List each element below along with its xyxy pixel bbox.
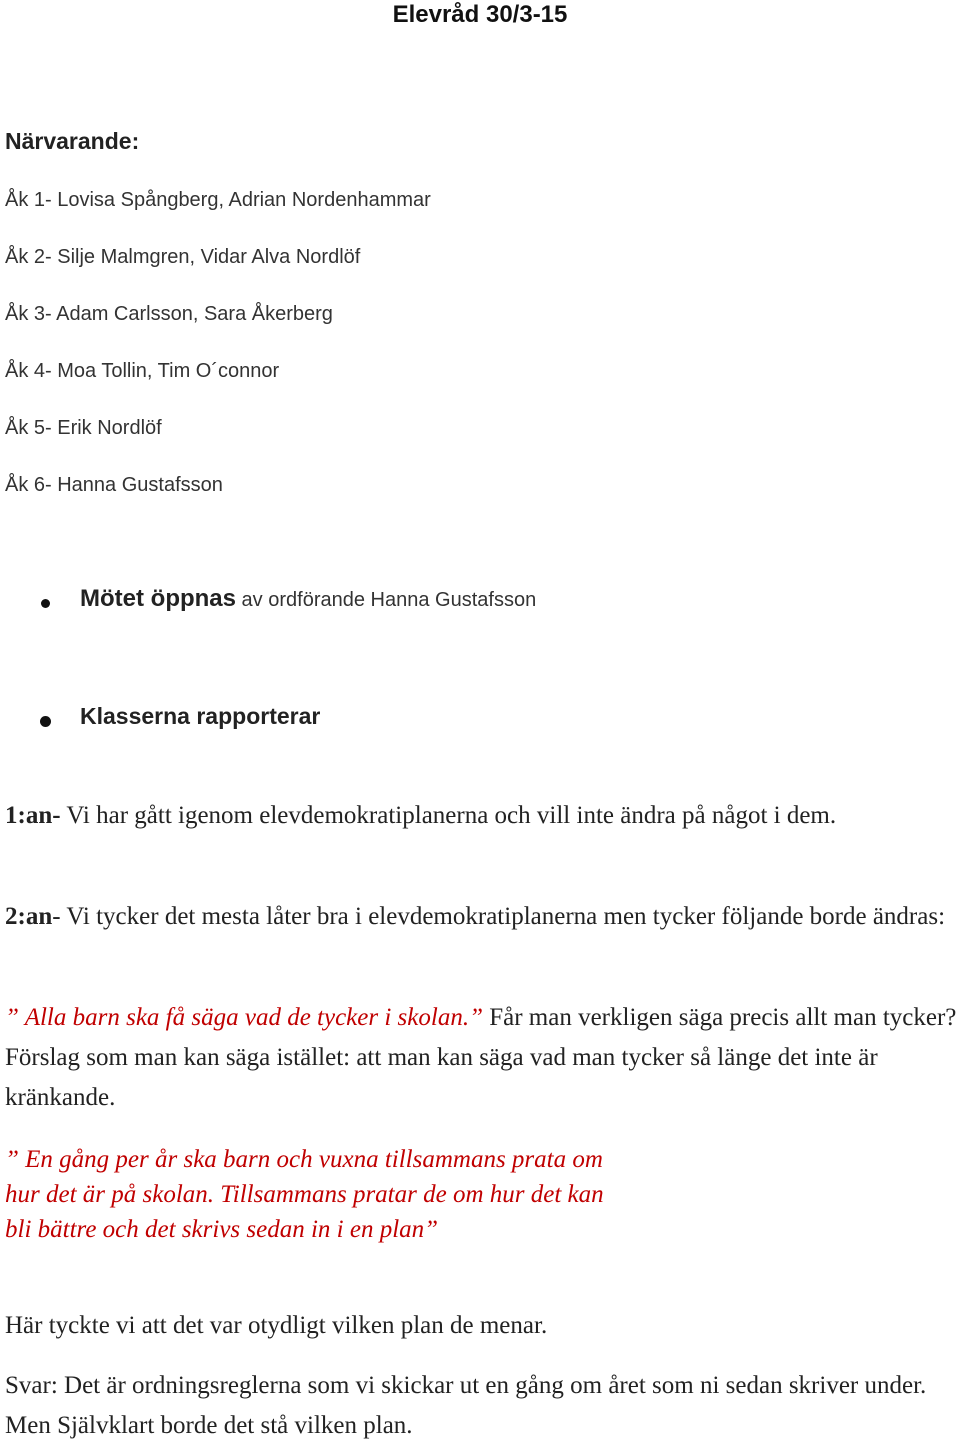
class1-text: Vi har gått igenom elevdemokratiplanerna och vill inte ändra på något i dem. <box>60 802 837 829</box>
attendance-row-1: Åk 1- Lovisa Spångberg, Adrian Nordenhammar <box>5 189 431 211</box>
opening-rest: av ordförande Hanna Gustafsson <box>236 589 537 611</box>
attendance-row-4: Åk 4- Moa Tollin, Tim O´connor <box>5 360 280 382</box>
quote-1-paragraph <box>5 998 960 1118</box>
bullet-dot-icon <box>41 599 50 608</box>
class2-label: 2:an <box>5 903 53 930</box>
attendance-heading: Närvarande: <box>5 128 140 154</box>
report-class-2 <box>5 897 960 937</box>
quote-2: ” En gång per år ska barn och vuxna tillsammans prata om hur det är på skolan. Tillsammans pratar de om hur det kan bli bättre och det skrivs sedan in i en plan” <box>5 1146 604 1243</box>
comment-2: Här tyckte vi att det var otydligt vilken plan de menar. <box>5 1312 548 1339</box>
bullet-classes-report <box>0 703 960 737</box>
quote-1: ” Alla barn ska få säga vad de tycker i skolan.” <box>5 1004 483 1031</box>
attendance-row-6: Åk 6- Hanna Gustafsson <box>5 474 223 496</box>
report-class-1 <box>5 796 960 836</box>
opening-bold: Mötet öppnas <box>80 585 236 612</box>
bullet-dot-icon <box>40 716 51 727</box>
attendance-row-5: Åk 5- Erik Nordlöf <box>5 417 162 439</box>
class2-text: - Vi tycker det mesta låter bra i elevdemokratiplanerna men tycker följande borde ändras: <box>52 903 946 930</box>
bullet-opening <box>0 585 960 619</box>
answer: Svar: Det är ordningsreglerna som vi skickar ut en gång om året som ni sedan skriver under. Men Självklart borde det stå vilken plan. <box>5 1372 927 1439</box>
quote-1-comment: Får man verkligen säga precis allt man tycker? Förslag som man kan säga istället: att man kan säga vad man tycker så länge det inte är kränkande. <box>5 1004 957 1111</box>
attendance-row-3: Åk 3- Adam Carlsson, Sara Åkerberg <box>5 303 333 325</box>
attendance-row-2: Åk 2- Silje Malmgren, Vidar Alva Nordlöf <box>5 246 361 268</box>
classes-report-text: Klasserna rapporterar <box>80 703 321 729</box>
document-title: Elevråd 30/3-15 <box>392 1 568 28</box>
class1-label: 1:an- <box>5 802 61 829</box>
